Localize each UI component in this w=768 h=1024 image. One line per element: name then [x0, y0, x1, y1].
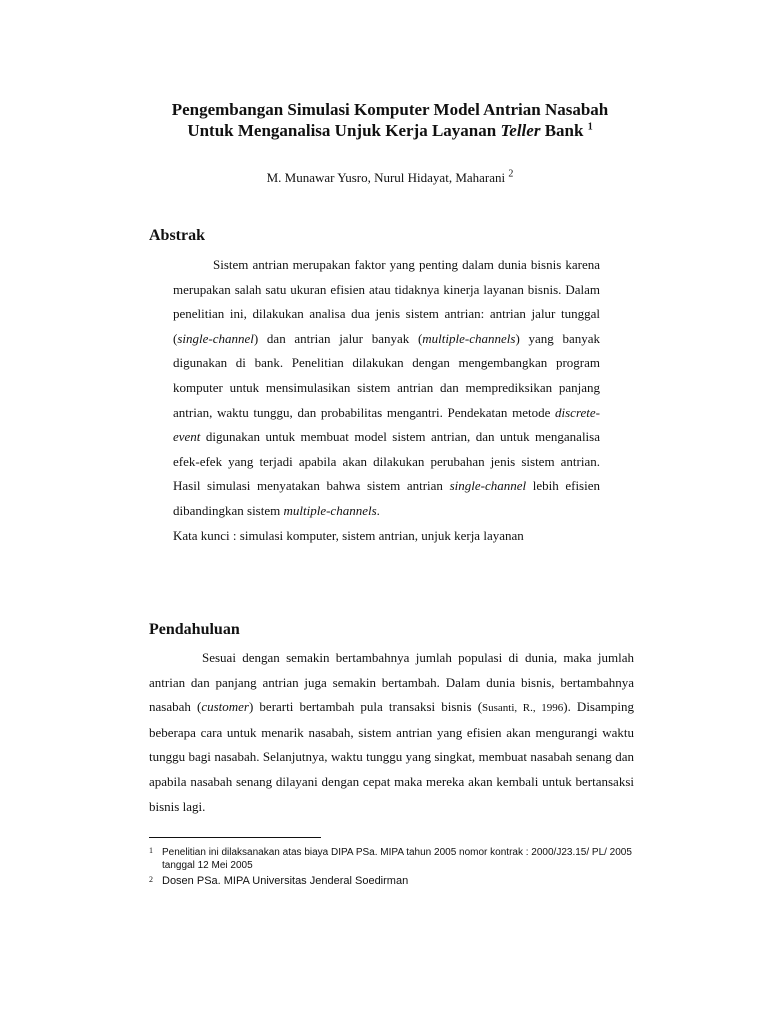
- footnote-divider: [149, 837, 321, 838]
- introduction-paragraph: [149, 646, 634, 819]
- abstract-italic-3: discrete-event: [173, 404, 600, 445]
- title-line-2-start: Untuk Menganalisa Unjuk Kerja Layanan: [187, 121, 501, 140]
- keywords-line: Kata kunci : simulasi komputer, sistem antrian, unjuk kerja layanan: [173, 527, 524, 543]
- title-line-1: Pengembangan Simulasi Komputer Model Antrian Nasabah: [171, 100, 609, 119]
- abstract-text-4: digunakan untuk membuat model sistem antrian, dan untuk menganalisa efek-efek yang terjadi apabila akan dilakukan perubahan jenis sistem antrian. Hasil simulasi menyatakan bahwa sistem antrian: [173, 429, 600, 494]
- author-list: [150, 169, 630, 186]
- footnote-2: [149, 875, 634, 888]
- abstract-paragraph: [173, 253, 600, 524]
- paper-title: [130, 99, 650, 141]
- footnote-2-text: Dosen PSa. MIPA Universitas Jenderal Soedirman: [162, 875, 409, 887]
- introduction-body: [149, 646, 634, 819]
- title-footnote-mark: 1: [587, 121, 593, 133]
- footnote-2-mark: 2: [149, 875, 153, 884]
- abstract-italic-2: multiple-channels: [422, 330, 516, 346]
- intro-text-3: ). Disamping beberapa cara untuk menarik nasabah, sistem antrian yang efisien akan mengurangi waktu tunggu bagi nasabah. Selanjutnya, waktu tunggu yang singkat, membuat nasabah senang dan apabila nasabah senang dilayani dengan cepat maka mereka akan kembali untuk bertansaksi bisnis lagi.: [149, 699, 634, 814]
- footnote-1-mark: 1: [149, 846, 153, 855]
- title-italic-term: Teller: [500, 121, 541, 140]
- abstract-text-6: .: [376, 502, 380, 518]
- abstract-italic-4: single-channel: [449, 478, 527, 494]
- abstract-text-5: lebih efisien dibandingkan sistem: [173, 478, 600, 518]
- intro-text-2: ) berarti bertambah pula transaksi bisnis (: [248, 699, 483, 715]
- abstract-italic-1: single-channel: [177, 330, 254, 346]
- intro-italic-1: customer: [201, 699, 249, 715]
- abstract-text-2: ) dan antrian jalur banyak (: [253, 330, 423, 346]
- abstract-text-3: ) yang banyak digunakan di bank. Penelitian dilakukan dengan mengembangkan program komputer untuk mensimulasikan sistem antrian dan memprediksikan panjang antrian, waktu tunggu, dan probabilitas mengantri. Pendekatan metode: [173, 330, 600, 420]
- intro-text-1: Sesuai dengan semakin bertambahnya jumlah populasi di dunia, maka jumlah antrian dan panjang antrian juga semakin bertambah. Dalam dunia bisnis, bertambahnya nasabah (: [149, 650, 634, 715]
- footnote-1-text: Penelitian ini dilaksanakan atas biaya DIPA PSa. MIPA tahun 2005 nomor kontrak : 2000/J23.15/ PL/ 2005 tanggal 12 Mei 2005: [162, 847, 632, 871]
- abstract-heading: Abstrak: [149, 227, 206, 244]
- footnote-1: [149, 846, 634, 872]
- abstract-text-1: Sistem antrian merupakan faktor yang penting dalam dunia bisnis karena merupakan salah satu ukuran efisien atau tidaknya kinerja layanan bisnis. Dalam penelitian ini, dilakukan analisa dua jenis sistem antrian: antrian jalur tunggal (: [173, 257, 600, 346]
- citation: Susanti, R., 1996: [482, 702, 564, 715]
- title-line-2-end: Bank: [540, 121, 584, 140]
- authors-text: M. Munawar Yusro, Nurul Hidayat, Maharani: [266, 170, 506, 185]
- introduction-heading: Pendahuluan: [149, 621, 240, 638]
- abstract-body: [173, 253, 600, 548]
- authors-footnote-mark: 2: [508, 168, 514, 180]
- abstract-italic-5: multiple-channels: [283, 502, 377, 518]
